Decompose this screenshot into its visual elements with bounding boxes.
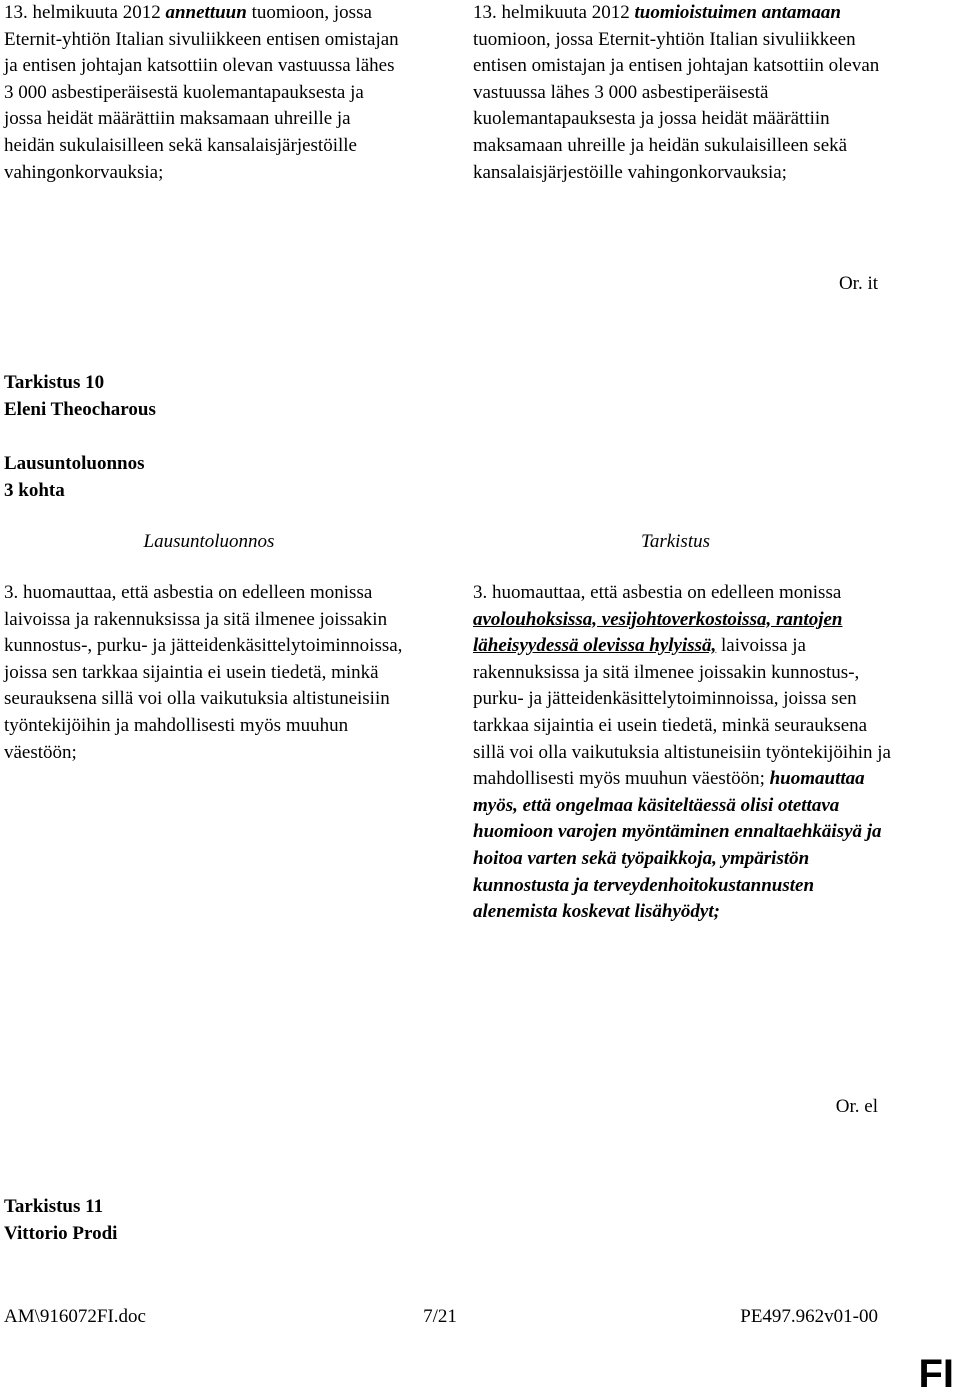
added-text: huomauttaa myös, että ongelmaa käsiteltäessä olisi otettava huomioon varojen myöntäminen ennaltaehkäisyä ja hoitoa varten sekä työpaikkoja, ympäristön kunnostusta ja terveydenhoitokustannusten alenemista koskevat lisähyödyt; — [473, 768, 882, 923]
emphasis-text: tuomioistuimen antamaan — [634, 2, 841, 23]
right-column-header: Tarkistus — [641, 531, 710, 552]
section-point: 3 kohta — [4, 480, 65, 501]
text-run: 13. helmikuuta 2012 — [473, 2, 635, 23]
footer-doc-ref: AM\916072FI.doc — [4, 1306, 146, 1327]
text-run: 3. huomauttaa, että asbestia on edelleen monissa — [473, 582, 842, 603]
amendment-text — [473, 580, 893, 926]
inserted-text: avolouhoksissa, vesijohtoverkostoissa, rantojen läheisyydessä olevissa hylyissä, — [473, 608, 843, 657]
original-language-el: Or. el — [835, 1096, 878, 1117]
text-run: tuomioon, jossa Eternit-yhtiön Italian sivuliikkeen entisen omistajan ja entisen johtajan katsottiin olevan vastuussa lähes 3 000 asbestiperäisestä kuolemantapauksesta ja jossa heidät määrättiin maksamaan uhreille ja heidän sukulaisilleen sekä kansalaisjärjestöille vahingonkorvauksia; — [4, 2, 399, 183]
top-left-paragraph — [4, 0, 404, 186]
draft-opinion-text — [4, 580, 404, 766]
text-run: tuomioon, jossa Eternit-yhtiön Italian sivuliikkeen entisen omistajan ja entisen johtajan katsottiin olevan vastuussa lähes 3 000 asbestiperäisestä kuolemantapauksesta ja jossa heidät määrättiin maksamaan uhreille ja heidän sukulaisilleen sekä kansalaisjärjestöille vahingonkorvauksia; — [473, 28, 880, 183]
draft-paragraph: 3. huomauttaa, että asbestia on edelleen monissa laivoissa ja rakennuksissa ja sitä ilmenee joissakin kunnostus-, purku- ja jätteidenkäsittelytoiminnoissa, joissa sen tarkkaa sijaintia ei usein tiedetä, minkä seurauksena sillä voi olla vaikutuksia altistuneisiin työntekijöihin ja mahdollisesti myös muuhun väestöön; — [4, 582, 403, 763]
amendment-number: Tarkistus 10 — [4, 372, 105, 393]
amendment-11-author: Vittorio Prodi — [4, 1223, 118, 1244]
amendment-paragraph — [473, 580, 893, 926]
footer-page-number: 7/21 — [423, 1306, 457, 1327]
left-column-header: Lausuntoluonnos — [143, 531, 275, 552]
footer-pe-ref: PE497.962v01-00 — [740, 1306, 878, 1327]
footer-language-code: FI — [918, 1352, 954, 1396]
top-right-column — [473, 0, 893, 186]
amendment-11-number: Tarkistus 11 — [4, 1196, 104, 1217]
top-left-column — [4, 0, 404, 186]
top-right-paragraph — [473, 0, 893, 186]
original-language-it: Or. it — [838, 273, 878, 294]
text-run: 13. helmikuuta 2012 — [4, 2, 166, 23]
section-label: Lausuntoluonnos — [4, 453, 145, 474]
text-run: laivoissa ja rakennuksissa ja sitä ilmenee joissakin kunnostus-, purku- ja jätteidenkäsittelytoiminnoissa, joissa sen tarkkaa sijaintia ei usein tiedetä, minkä seurauksena sillä voi olla vaikutuksia altistuneisiin työntekijöihin ja mahdollisesti myös muuhun väestöön; — [473, 635, 891, 790]
emphasis-text: annettuun — [165, 2, 247, 23]
amendment-author: Eleni Theocharous — [4, 399, 156, 420]
